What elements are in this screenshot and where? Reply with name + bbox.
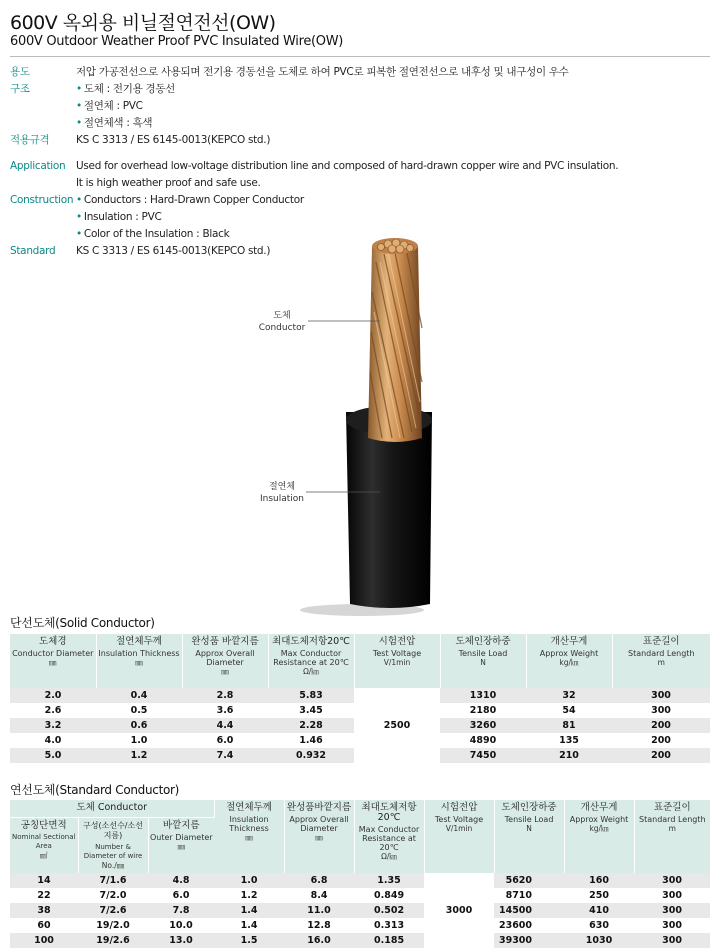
table-cell: 1.46 (268, 733, 354, 748)
table-cell: 4.8 (148, 873, 214, 888)
table-row (10, 933, 710, 948)
header-en: Approx Overall Diameter (195, 649, 255, 667)
header-ko: 시험전압 (440, 802, 478, 813)
table-cell: 1.0 (214, 873, 284, 888)
header-unit: ㎜ (221, 667, 229, 676)
bullet-icon: • (76, 117, 82, 129)
header-unit: ㎟ (40, 850, 48, 860)
page-subtitle: 600V Outdoor Weather Proof PVC Insulated Wire(OW) (10, 34, 344, 49)
table-cell: 32 (526, 688, 612, 703)
header-en: Test Voltage (434, 815, 484, 824)
table-cell: 16.0 (284, 933, 354, 948)
header-en: Outer Diameter (149, 832, 213, 842)
header-en: Standard Length (627, 649, 695, 658)
spec-value: It is high weather proof and safe use. (76, 177, 261, 189)
col-header (148, 817, 214, 873)
table-cell: 3.2 (10, 718, 96, 733)
table-cell: 4890 (440, 733, 526, 748)
table-cell: 135 (526, 733, 612, 748)
header-en: Conductor Diameter (12, 649, 94, 658)
title-divider (10, 56, 710, 57)
table-cell: 1.5 (214, 933, 284, 948)
header-en: Approx Weight (569, 815, 629, 824)
header-ko: 표준길이 (653, 802, 691, 813)
header-en: Tensile Load (458, 649, 508, 658)
header-unit: No./㎜ (101, 860, 125, 870)
table-cell: 2.0 (10, 688, 96, 703)
spec-row-construction-2 (10, 209, 710, 226)
table-cell: 200 (612, 748, 710, 763)
table-cell: 3.6 (182, 703, 268, 718)
header-en: Standard Length (639, 815, 706, 824)
table-cell: 1.0 (96, 733, 182, 748)
table-cell: 300 (634, 888, 710, 903)
header-en: Max Conductor Resistance at 20℃ (358, 825, 420, 852)
stranded-header-row-1 (10, 800, 710, 817)
table-row (10, 903, 710, 918)
col-header (284, 800, 354, 873)
table-cell: 0.4 (96, 688, 182, 703)
table-cell: 60 (10, 918, 78, 933)
col-header (424, 800, 494, 873)
table-cell: 7/2.6 (78, 903, 148, 918)
spec-row-construction (10, 192, 710, 209)
table-cell: 300 (634, 918, 710, 933)
col-header (634, 800, 710, 873)
col-header (96, 634, 182, 688)
spec-key-empty (10, 226, 76, 243)
spec-value: KS C 3313 / ES 6145-0013(KEPCO std.) (76, 245, 271, 257)
header-ko: 절연체두께 (226, 802, 272, 813)
table-cell: 8710 (494, 888, 564, 903)
table-cell: 300 (612, 688, 710, 703)
spec-row-structure-3 (10, 115, 710, 132)
header-ko: 개산무게 (550, 636, 588, 647)
header-ko: 완성품바깥지름 (286, 802, 352, 813)
table-cell: 0.313 (354, 918, 424, 933)
header-en: Max Conductor Resistance at 20℃ (273, 649, 349, 667)
spec-value (76, 115, 710, 132)
header-en: Insulation Thickness (229, 815, 269, 833)
header-ko: 최대도체저항20℃ (361, 802, 417, 823)
spec-value (76, 98, 710, 115)
header-ko: 바깥지름 (162, 819, 200, 831)
table-cell: 200 (612, 718, 710, 733)
solid-header-row (10, 634, 710, 688)
spec-key: Construction (10, 194, 74, 206)
group-header-conductor: 도체 Conductor (10, 800, 214, 817)
table-cell: 0.502 (354, 903, 424, 918)
header-unit: kg/㎞ (589, 824, 609, 833)
solid-section-title: 단선도체(Solid Conductor) (10, 616, 155, 630)
col-header (268, 634, 354, 688)
table-cell: 200 (612, 733, 710, 748)
table-cell: 6.8 (284, 873, 354, 888)
test-voltage-cell: 2500 (354, 688, 440, 763)
col-header (10, 634, 96, 688)
table-cell: 300 (634, 933, 710, 948)
table-cell: 54 (526, 703, 612, 718)
spec-item: Color of the Insulation : Black (83, 228, 230, 240)
table-cell: 1.4 (214, 918, 284, 933)
table-cell: 7/2.0 (78, 888, 148, 903)
col-header (10, 817, 78, 873)
bullet-icon: • (76, 228, 82, 240)
table-cell: 3.45 (268, 703, 354, 718)
spec-key: 적용규격 (10, 134, 50, 146)
table-cell: 19/2.0 (78, 918, 148, 933)
spec-key: Standard (10, 245, 56, 257)
table-cell: 22 (10, 888, 78, 903)
header-unit: ㎜ (245, 833, 253, 842)
spec-value (76, 192, 710, 209)
table-cell: 7450 (440, 748, 526, 763)
table-cell: 10.0 (148, 918, 214, 933)
table-cell: 2.6 (10, 703, 96, 718)
table-row (10, 918, 710, 933)
spec-value: Used for overhead low-voltage distribution line and composed of hard-drawn copper wire and PVC insulation. (76, 160, 619, 172)
spec-item: 도체 : 전기용 경동선 (83, 83, 176, 95)
header-unit: m (668, 824, 676, 833)
spec-item: 절연체색 : 흑색 (83, 117, 153, 129)
spec-key-empty (10, 175, 76, 192)
header-ko: 표준길이 (642, 636, 680, 647)
header-unit: ㎜ (49, 658, 57, 667)
header-en: Number & Diameter of wire (83, 842, 143, 860)
callout-insulation (252, 481, 312, 505)
table-cell: 19/2.6 (78, 933, 148, 948)
header-unit: m (657, 658, 665, 667)
header-unit: V/1min (383, 658, 411, 667)
table-cell: 8.4 (284, 888, 354, 903)
table-cell: 23600 (494, 918, 564, 933)
spec-key: 용도 (10, 66, 30, 78)
table-row (10, 688, 710, 703)
header-ko: 개산무게 (580, 802, 618, 813)
spec-value (76, 81, 710, 98)
header-unit: N (526, 824, 532, 833)
callout-ko: 절연체 (268, 482, 296, 492)
header-en: Approx Weight (539, 649, 599, 658)
bullet-icon: • (76, 194, 82, 206)
header-unit: V/1min (445, 824, 473, 833)
spec-row-structure (10, 81, 710, 98)
header-ko: 시험전압 (378, 636, 416, 647)
table-cell: 210 (526, 748, 612, 763)
table-cell: 7.4 (182, 748, 268, 763)
col-header (354, 634, 440, 688)
col-header (182, 634, 268, 688)
spec-item: Insulation : PVC (83, 211, 162, 223)
header-ko: 구성(소선수/소선지름) (83, 820, 143, 840)
spec-row-application (10, 158, 710, 175)
table-cell: 13.0 (148, 933, 214, 948)
header-ko: 완성품 바깥지름 (191, 636, 259, 647)
callout-ko: 도체 (273, 311, 291, 321)
callout-conductor (252, 310, 312, 334)
table-cell: 300 (634, 873, 710, 888)
bullet-icon: • (76, 211, 82, 223)
col-header (214, 800, 284, 873)
spec-key-empty (10, 98, 76, 115)
spec-row-usage (10, 64, 710, 81)
header-ko: 도체경 (38, 636, 67, 647)
table-cell: 6.0 (148, 888, 214, 903)
table-cell: 1.2 (214, 888, 284, 903)
table-cell: 5620 (494, 873, 564, 888)
table-cell: 250 (564, 888, 634, 903)
header-unit: ㎜ (315, 833, 323, 842)
header-unit: Ω/㎞ (381, 852, 397, 861)
table-cell: 2.28 (268, 718, 354, 733)
spec-item: 절연체 : PVC (83, 100, 143, 112)
table-cell: 3260 (440, 718, 526, 733)
callout-en: Insulation (259, 494, 304, 504)
header-unit: Ω/㎞ (303, 667, 319, 676)
header-ko: 최대도체저항20℃ (272, 636, 350, 647)
header-ko: 절연체두께 (116, 636, 162, 647)
stranded-section-title: 연선도체(Standard Conductor) (10, 783, 180, 797)
spec-value (76, 209, 710, 226)
table-cell: 11.0 (284, 903, 354, 918)
col-header (354, 800, 424, 873)
header-ko: 도체인장하중 (501, 802, 557, 813)
page-title: 600V 옥외용 비닐절연전선(OW) (10, 12, 276, 34)
col-header (494, 800, 564, 873)
table-cell: 1030 (564, 933, 634, 948)
table-cell: 0.6 (96, 718, 182, 733)
header-en: Insulation Thickness (98, 649, 180, 658)
spec-key: Application (10, 160, 66, 172)
spec-row-standard (10, 132, 710, 149)
table-cell: 7.8 (148, 903, 214, 918)
header-en: Approx Overall Diameter (289, 815, 349, 833)
table-cell: 160 (564, 873, 634, 888)
table-cell: 39300 (494, 933, 564, 948)
table-cell: 7/1.6 (78, 873, 148, 888)
spec-key-empty (10, 209, 76, 226)
stranded-conductor-table (10, 800, 710, 948)
table-cell: 2.8 (182, 688, 268, 703)
callout-en: Conductor (258, 323, 306, 333)
bullet-icon: • (76, 83, 82, 95)
table-cell: 0.5 (96, 703, 182, 718)
spec-row-application-2 (10, 175, 710, 192)
table-cell: 1310 (440, 688, 526, 703)
table-cell: 300 (634, 903, 710, 918)
table-cell: 100 (10, 933, 78, 948)
table-cell: 0.849 (354, 888, 424, 903)
bullet-icon: • (76, 100, 82, 112)
table-row (10, 888, 710, 903)
table-cell: 0.932 (268, 748, 354, 763)
spec-korean (10, 64, 710, 149)
header-en: Nominal Sectional Area (12, 832, 76, 850)
table-cell: 81 (526, 718, 612, 733)
col-header (78, 817, 148, 873)
table-cell: 5.0 (10, 748, 96, 763)
test-voltage-cell: 3000 (424, 873, 494, 948)
spec-item: Conductors : Hard-Drawn Copper Conductor (83, 194, 304, 206)
table-cell: 4.0 (10, 733, 96, 748)
header-unit: N (480, 658, 486, 667)
header-ko: 공칭단면적 (20, 819, 67, 831)
col-header (526, 634, 612, 688)
table-row (10, 873, 710, 888)
cable-illustration (240, 232, 480, 617)
spec-value: KS C 3313 / ES 6145-0013(KEPCO std.) (76, 134, 271, 146)
table-cell: 300 (612, 703, 710, 718)
table-cell: 14500 (494, 903, 564, 918)
table-cell: 38 (10, 903, 78, 918)
table-cell: 14 (10, 873, 78, 888)
spec-key: 구조 (10, 83, 30, 95)
col-header (564, 800, 634, 873)
header-unit: ㎜ (177, 841, 186, 851)
header-ko: 도체인장하중 (455, 636, 511, 647)
solid-conductor-table (10, 634, 710, 763)
table-cell: 5.83 (268, 688, 354, 703)
table-cell: 630 (564, 918, 634, 933)
table-cell: 1.35 (354, 873, 424, 888)
header-en: Test Voltage (372, 649, 422, 658)
header-unit: ㎜ (135, 658, 143, 667)
table-cell: 2180 (440, 703, 526, 718)
table-cell: 6.0 (182, 733, 268, 748)
table-cell: 4.4 (182, 718, 268, 733)
spec-value: 저압 가공전선으로 사용되며 전기용 경동선을 도체로 하여 PVC로 피복한 절연전선으로 내후성 및 내구성이 우수 (76, 66, 569, 78)
table-cell: 1.4 (214, 903, 284, 918)
table-cell: 410 (564, 903, 634, 918)
table-cell: 0.185 (354, 933, 424, 948)
table-cell: 1.2 (96, 748, 182, 763)
col-header (612, 634, 710, 688)
header-en: Tensile Load (504, 815, 554, 824)
table-cell: 12.8 (284, 918, 354, 933)
header-unit: kg/㎞ (559, 658, 579, 667)
spec-key-empty (10, 115, 76, 132)
col-header (440, 634, 526, 688)
spec-row-structure-2 (10, 98, 710, 115)
